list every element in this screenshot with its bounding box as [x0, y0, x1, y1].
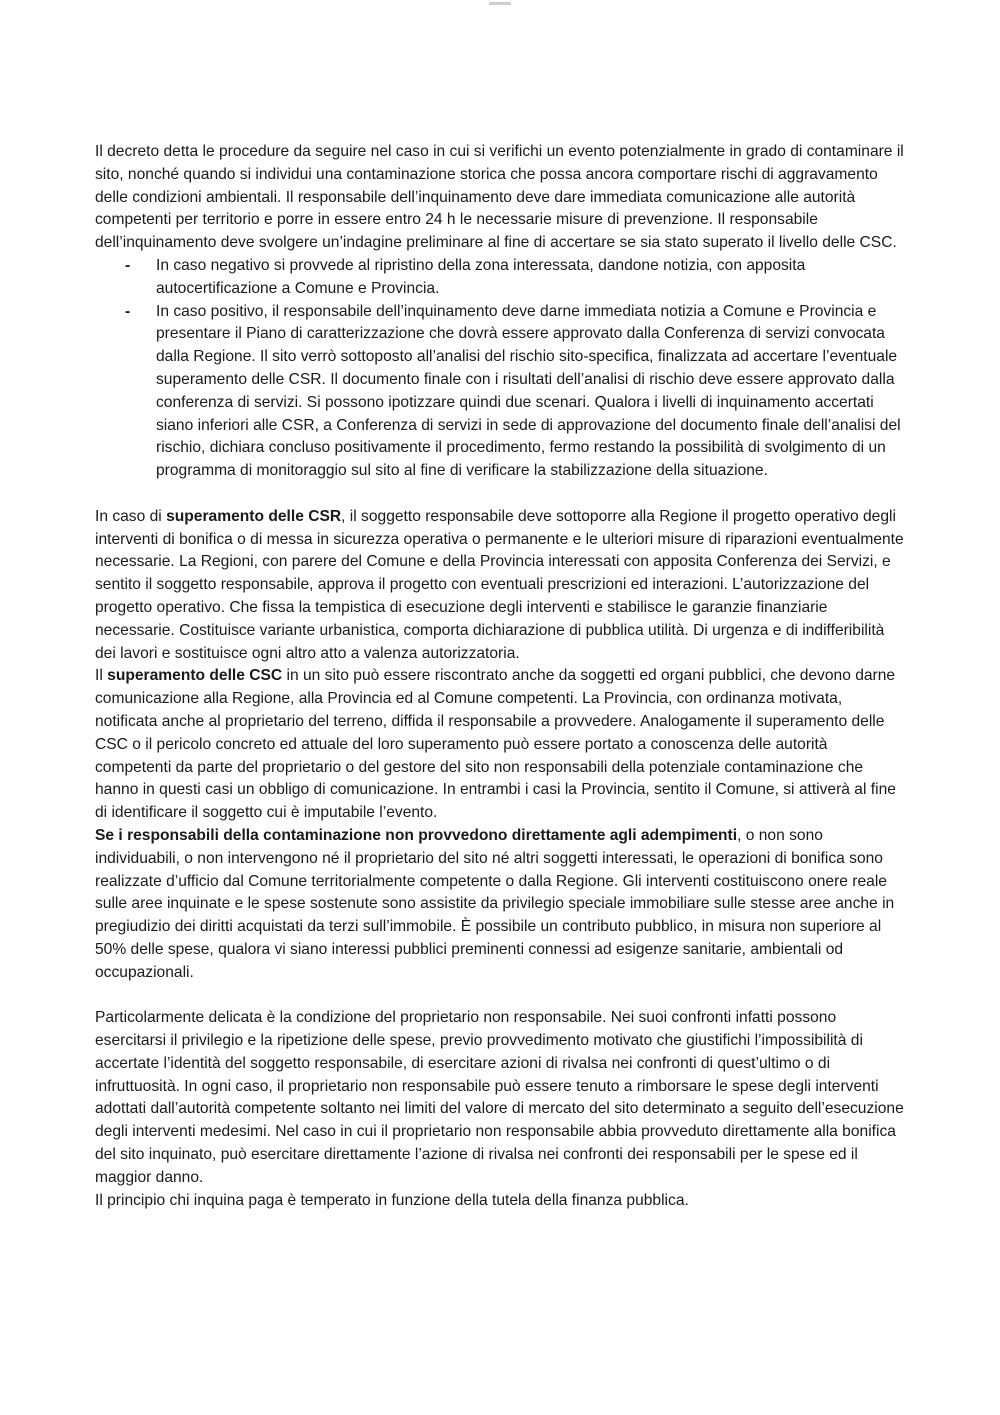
document-body	[95, 141, 905, 1212]
dash-bullet: -	[125, 302, 131, 320]
responsibility-bold-phrase: Se i responsabili della contaminazione non provvedono direttamente agli adempimenti	[95, 826, 738, 844]
procedure-list	[95, 255, 905, 483]
responsibility-text: , o non sono individuabili, o non intervengono né il proprietario del sito né altri soggetti interessati, le operazioni di bonifica sono realizzate d’ufficio dal Comune territorialmente competente o dalla Regione. Gli interventi costituiscono onere reale sulle aree inquinate e le spese sostenute sono assistite da privilegio speciale immobiliare sulle stesse aree anche in pregiudizio dei diritti acquistati da terzi sull’immobile. È possibile un contributo pubblico, in misura non superiore al 50% delle spese, qualora vi siano interessi pubblici preminenti connessi ad esigenze sanitarie, ambientali od occupazionali.	[95, 826, 895, 981]
csr-text: , il soggetto responsabile deve sottoporre alla Regione il progetto operativo degli interventi di bonifica o di messa in sicurezza operativa o permanente e le ulteriori misure di riparazioni eventualmente necessarie. La Regioni, con parere del Comune e della Provincia interessati con apposita Conferenza dei Servizi, e sentito il soggetto responsabile, approva il progetto con eventuali prescrizioni ed interazioni. L’autorizzazione del progetto operativo. Che fissa la tempistica di esecuzione degli interventi e stabilisce le garanzie finanziarie necessarie. Costituisce variante urbanistica, comporta dichiarazione di pubblica utilità. Di urgenza e di indifferibilità dei lavori e sostituisce ogni altro atto a valenza autorizzatoria.	[95, 507, 904, 662]
paragraph-spacer	[95, 984, 905, 1007]
dash-bullet: -	[125, 256, 131, 274]
list-item-text: In caso negativo si provvede al ripristino della zona interessata, dandone notizia, con apposita autocertificazione a Comune e Provincia.	[156, 256, 806, 297]
csc-prefix: Il	[95, 667, 108, 685]
list-item	[95, 301, 905, 483]
list-item-text: In caso positivo, il responsabile dell’inquinamento deve darne immediata notizia a Comune e Provincia e presentare il Piano di caratterizzazione che dovrà essere approvato dalla Conferenza di servizi convocata dalla Regione. Il sito verrò sottoposto all’analisi del rischio sito-specifica, finalizzata ad accertare l’eventuale superamento delle CSR. Il documento finale con i risultati dell’analisi di rischio deve essere approvato dalla conferenza di servizi. Si possono ipotizzare quindi due scenari. Qualora i livelli di inquinamento accertati siano inferiori alle CSR, a Conferenza di servizi in sede di approvazione del documento finale dell’analisi del rischio, dichiara concluso positivamente il procedimento, fermo restando la possibilità di svolgimento di un programma di monitoraggio sul sito al fine di verificare la stabilizzazione della situazione.	[156, 302, 901, 480]
closing-sentence: Il principio chi inquina paga è temperato in funzione della tutela della finanza pubblica.	[95, 1191, 689, 1209]
csc-text: in un sito può essere riscontrato anche da soggetti ed organi pubblici, che devono darne comunicazione alla Regione, alla Provincia ed al Comune competenti. La Provincia, con ordinanza motivata, notificata anche al proprietario del terreno, diffida il responsabile a provvedere. Analogamente il superamento delle CSC o il pericolo concreto ed attuale del loro superamento può essere portato a conoscenza delle autorità competenti da parte del proprietario o del gestore del sito non responsabili della potenziale contaminazione che hanno in questi casi un obbligo di comunicazione. In entrambi i casi la Provincia, sentito il Comune, si attiverà al fine di identificare il soggetto cui è imputabile l’evento.	[95, 667, 896, 822]
header-mark	[489, 2, 511, 5]
csr-bold-phrase: superamento delle CSR	[166, 507, 342, 525]
csc-bold-phrase: superamento delle CSC	[107, 667, 283, 685]
list-item	[95, 255, 905, 301]
csr-prefix: In caso di	[95, 507, 167, 525]
paragraph-spacer	[95, 483, 905, 506]
intro-paragraph: Il decreto detta le procedure da seguire nel caso in cui si verifichi un evento potenzialmente in grado di contaminare il sito, nonché quando si individui una contaminazione storica che possa ancora comportare rischi di aggravamento delle condizioni ambientali. Il responsabile dell’inquinamento deve dare immediata comunicazione alle autorità competenti per territorio e porre in essere entro 24 h le necessarie misure di prevenzione. Il responsabile dell’inquinamento deve svolgere un’indagine preliminare al fine di accertare se sia stato superato il livello delle CSC.	[95, 143, 904, 252]
owner-paragraph: Particolarmente delicata è la condizione del proprietario non responsabile. Nei suoi confronti infatti possono esercitarsi il privilegio e la ripetizione delle spese, previo provvedimento motivato che giustifichi l’impossibilità di accertate l’identità del soggetto responsabile, di esercitare azioni di rivalsa nei confronti di quest’ultimo o di infruttuosità. In ogni caso, il proprietario non responsabile può essere tenuto a rimborsare le spese degli interventi adottati dall’autorità competente soltanto nei limiti del valore di mercato del sito determinato a seguito dell’esecuzione degli interventi medesimi. Nel caso in cui il proprietario non responsabile abbia provveduto direttamente alla bonifica del sito inquinato, può esercitare direttamente l’azione di rivalsa nei confronti dei responsabili per le spese ed il maggior danno.	[95, 1009, 904, 1186]
csc-paragraph	[95, 665, 905, 825]
csr-paragraph	[95, 506, 905, 666]
responsibility-paragraph	[95, 825, 905, 985]
